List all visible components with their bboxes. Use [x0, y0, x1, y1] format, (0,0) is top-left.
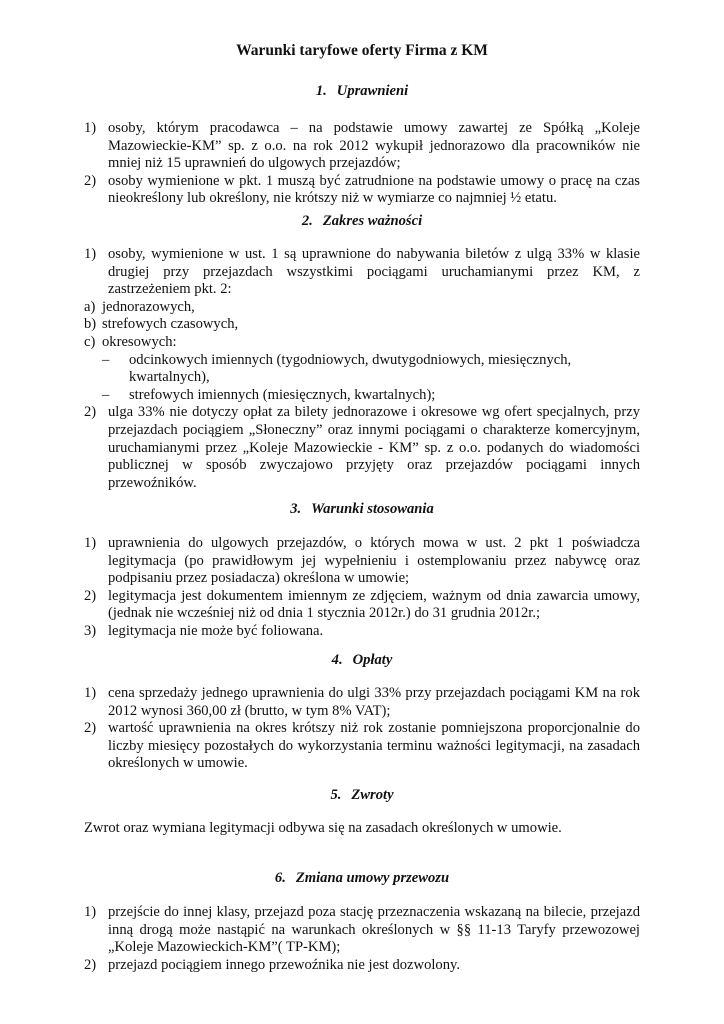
list-item	[84, 535, 640, 588]
sub-item-text: okresowych:	[102, 333, 177, 350]
dash-bullet-icon: –	[102, 386, 110, 403]
section-title: Uprawnieni	[336, 83, 409, 99]
section-number: 4.	[331, 652, 343, 668]
item-number: 2)	[84, 720, 97, 737]
section-title: Zakres ważności	[322, 213, 423, 229]
list-item	[84, 246, 640, 299]
section-body-4	[84, 685, 640, 773]
dash-item	[84, 387, 640, 405]
sub-item-letter: a)	[84, 298, 96, 315]
section-number: 2.	[301, 213, 313, 229]
dash-item-text: odcinkowych imiennych (tygodniowych, dwutygodniowych, miesięcznych, kwartalnych),	[129, 351, 572, 386]
item-number: 1)	[84, 904, 97, 920]
sub-item-text: strefowych czasowych,	[102, 316, 239, 333]
item-number: 1)	[84, 685, 97, 701]
section-number: 1.	[315, 83, 327, 99]
item-number: 1)	[84, 535, 97, 551]
list-item	[84, 120, 640, 173]
item-text: przejazd pociągiem innego przewoźnika nie jest dozwolony.	[108, 956, 461, 973]
item-text: przejście do innej klasy, przejazd poza stację przeznaczenia wskazaną na bilecie, przejazd inną drogą może nastąpić na warunkach określonych w §§ 11-13 Taryfy przewozowej „Koleje Mazowieckich-KM”( TP-KM);	[108, 904, 640, 956]
list-item	[84, 904, 640, 957]
section-number: 5.	[330, 787, 342, 803]
item-text: wartość uprawnienia na okres krótszy niż rok zostanie pomniejszona proporcjonalnie do liczby miesięcy pozostałych do wykorzystania terminu ważności legitymacji, na zasadach określonych w umowie.	[108, 720, 640, 772]
item-text: osoby wymienione w pkt. 1 muszą być zatrudnione na podstawie umowy o pracę na czas nieokreślony lub określony, nie krótszy niż w wymiarze co najmniej ½ etatu.	[108, 172, 640, 207]
item-text: cena sprzedaży jednego uprawnienia do ulgi 33% przy przejazdach pociągami KM na rok 2012 wynosi 360,00 zł (brutto, w tym 8% VAT);	[108, 685, 640, 719]
item-text: legitymacja jest dokumentem imiennym ze zdjęciem, ważnym od dnia zawarcia umowy, (jednak nie wcześniej niż od dnia 1 stycznia 2012r.) do 31 grudnia 2012r.;	[108, 587, 640, 622]
section-body-3	[84, 535, 640, 641]
section-title: Zmiana umowy przewozu	[295, 870, 450, 886]
list-item	[84, 957, 640, 975]
item-number: 1)	[84, 246, 97, 262]
section-heading-2	[0, 212, 724, 230]
section-heading-5	[0, 786, 724, 804]
paragraph: Zwrot oraz wymiana legitymacji odbywa się na zasadach określonych w umowie.	[84, 820, 562, 836]
item-text: osoby, którym pracodawca – na podstawie umowy zawartej ze Spółką „Koleje Mazowieckie-KM” sp. z o.o. na rok 2012 wykupił jednorazowo dla pracowników nie mniej niż 15 uprawnień do ulgowych przejazdów;	[108, 120, 640, 172]
section-title: Zwroty	[351, 787, 394, 803]
list-item	[84, 685, 640, 720]
section-heading-6	[0, 869, 724, 887]
document-title: Warunki taryfowe oferty Firma z KM	[236, 42, 488, 59]
sub-item-letter: c)	[84, 333, 96, 350]
dash-item	[84, 352, 640, 387]
item-number: 2)	[84, 956, 97, 973]
item-text: osoby, wymienione w ust. 1 są uprawnione do nabywania biletów z ulgą 33% w klasie drugiej przy przejazdach wszystkimi pociągami uruchamianymi przez KM, z zastrzeżeniem pkt. 2:	[108, 246, 640, 298]
sub-item-text: jednorazowych,	[102, 298, 195, 315]
section-heading-1	[0, 82, 724, 100]
item-text: ulga 33% nie dotyczy opłat za bilety jednorazowe i okresowe wg ofert specjalnych, przy przejazdach pociągiem „Słoneczny” oraz innymi pociągami o charakterze komercyjnym, uruchamianymi przez „Koleje Mazowieckie - KM” sp. z o.o. podanych do wiadomości publicznej w sposób zwyczajowo przyjęty oraz przejazdów pociągami innych przewoźników.	[108, 404, 640, 491]
sub-item	[84, 334, 640, 352]
sub-item-letter: b)	[84, 316, 97, 333]
section-title: Opłaty	[352, 652, 393, 668]
section-body-6	[84, 904, 640, 974]
list-item	[84, 173, 640, 208]
section-number: 3.	[290, 501, 302, 517]
section-title: Warunki stosowania	[311, 501, 434, 517]
dash-bullet-icon: –	[102, 351, 110, 368]
section-heading-4	[0, 651, 724, 669]
item-number: 3)	[84, 622, 97, 639]
list-item	[84, 623, 640, 641]
item-number: 2)	[84, 587, 97, 604]
list-item	[84, 588, 640, 623]
section-body-5	[84, 820, 640, 838]
item-number: 1)	[84, 120, 97, 136]
item-text: uprawnienia do ulgowych przejazdów, o których mowa w ust. 2 pkt 1 poświadcza legitymacja (po prawidłowym jej wypełnieniu i ostemplowaniu przez nabywcę oraz podpisaniu przez posiadacza) określona w umowie;	[108, 535, 640, 587]
dash-item-text: strefowych imiennych (miesięcznych, kwartalnych);	[129, 386, 436, 403]
item-number: 2)	[84, 172, 97, 189]
item-text: legitymacja nie może być foliowana.	[108, 622, 324, 639]
section-body-2	[84, 246, 640, 492]
list-item	[84, 720, 640, 773]
section-heading-3	[0, 500, 724, 518]
sub-item	[84, 299, 640, 317]
item-number: 2)	[84, 404, 97, 421]
section-body-1	[84, 120, 640, 208]
sub-item	[84, 316, 640, 334]
section-number: 6.	[274, 870, 286, 886]
list-item	[84, 404, 640, 492]
